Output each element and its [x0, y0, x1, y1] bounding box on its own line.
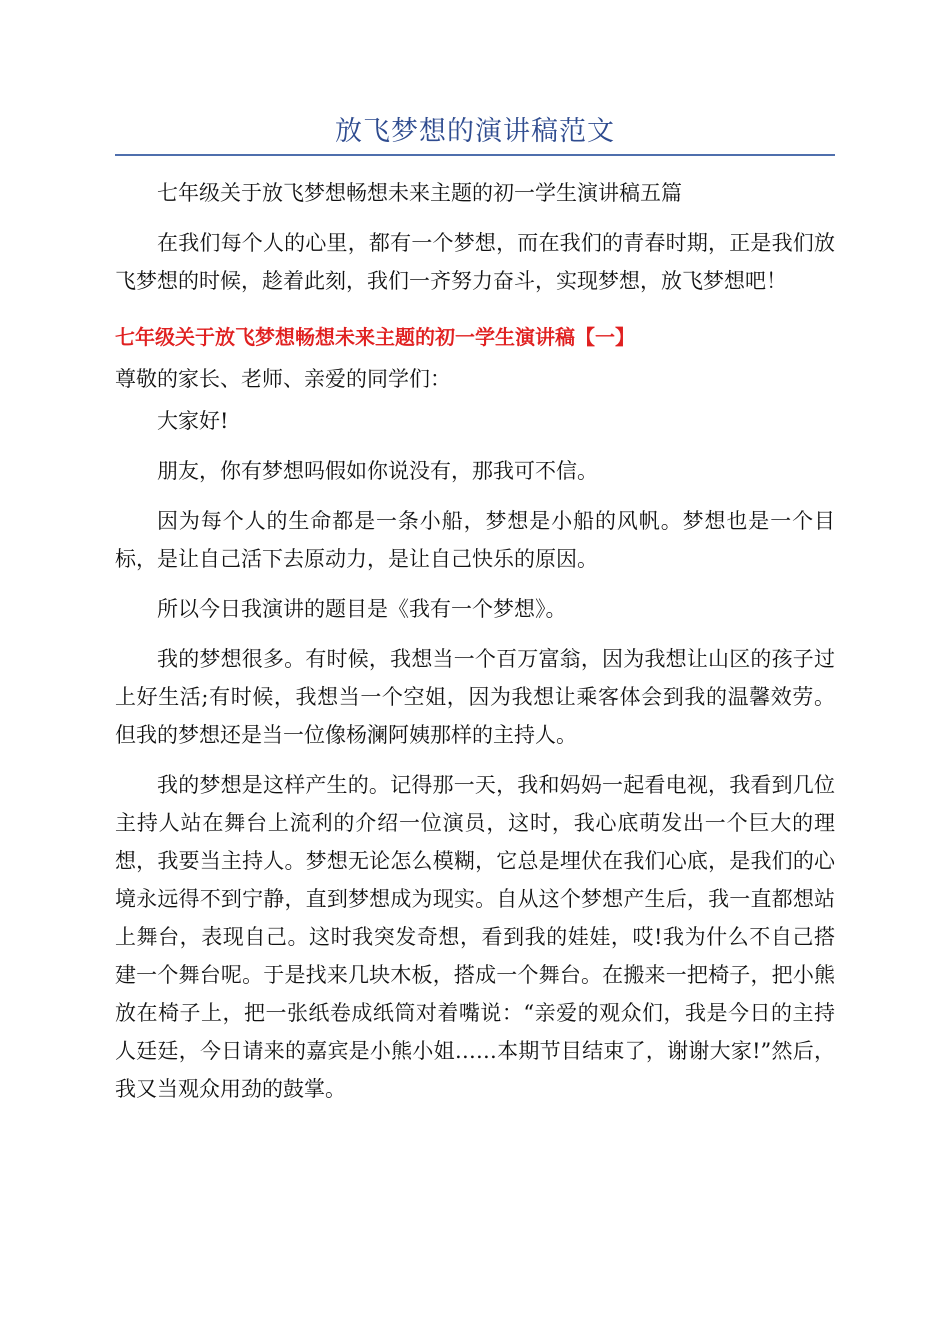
paragraph: 我的梦想是这样产生的。记得那一天，我和妈妈一起看电视，我看到几位主持人站在舞台上流利的介绍一位演员，这时，我心底萌发出一个巨大的理想，我要当主持人。梦想无论怎么模糊，它总是埋伏在我们心底，是我们的心境永远得不到宁静，直到梦想成为现实。自从这个梦想产生后，我一直都想站上舞台，表现自己。这时我突发奇想，看到我的娃娃，哎!我为什么不自己搭建一个舞台呢。于是找来几块木板，搭成一个舞台。在搬来一把椅子，把小熊放在椅子上，把一张纸卷成纸筒对着嘴说：“亲爱的观众们，我是今日的主持人廷廷，今日请来的嘉宾是小熊小姐……本期节目结束了，谢谢大家!”然后，我又当观众用劲的鼓掌。 [115, 773, 835, 1101]
paragraph: 所以今日我演讲的题目是《我有一个梦想》。 [157, 597, 567, 621]
paragraph: 大家好! [157, 409, 229, 433]
salutation: 尊敬的家长、老师、亲爱的同学们： [115, 367, 451, 391]
paragraph: 因为每个人的生命都是一条小船，梦想是小船的风帆。梦想也是一个目标，是让自己活下去原动力，是让自己快乐的原因。 [115, 509, 835, 571]
document-title: 放飞梦想的演讲稿范文 [335, 116, 615, 147]
document-body [115, 174, 835, 1120]
section-heading: 七年级关于放飞梦想畅想未来主题的初一学生演讲稿【一】 [115, 325, 635, 349]
title-underline [115, 154, 835, 156]
intro-paragraph: 在我们每个人的心里，都有一个梦想，而在我们的青春时期，正是我们放飞梦想的时候，趁着此刻，我们一齐努力奋斗，实现梦想，放飞梦想吧！ [115, 231, 835, 293]
paragraph: 朋友，你有梦想吗假如你说没有，那我可不信。 [157, 459, 598, 483]
paragraph: 我的梦想很多。有时候，我想当一个百万富翁，因为我想让山区的孩子过上好生活;有时候，我想当一个空姐，因为我想让乘客体会到我的温馨效劳。但我的梦想还是当一位像杨澜阿姨那样的主持人。 [115, 647, 835, 747]
document-subtitle: 七年级关于放飞梦想畅想未来主题的初一学生演讲稿五篇 [157, 181, 682, 205]
